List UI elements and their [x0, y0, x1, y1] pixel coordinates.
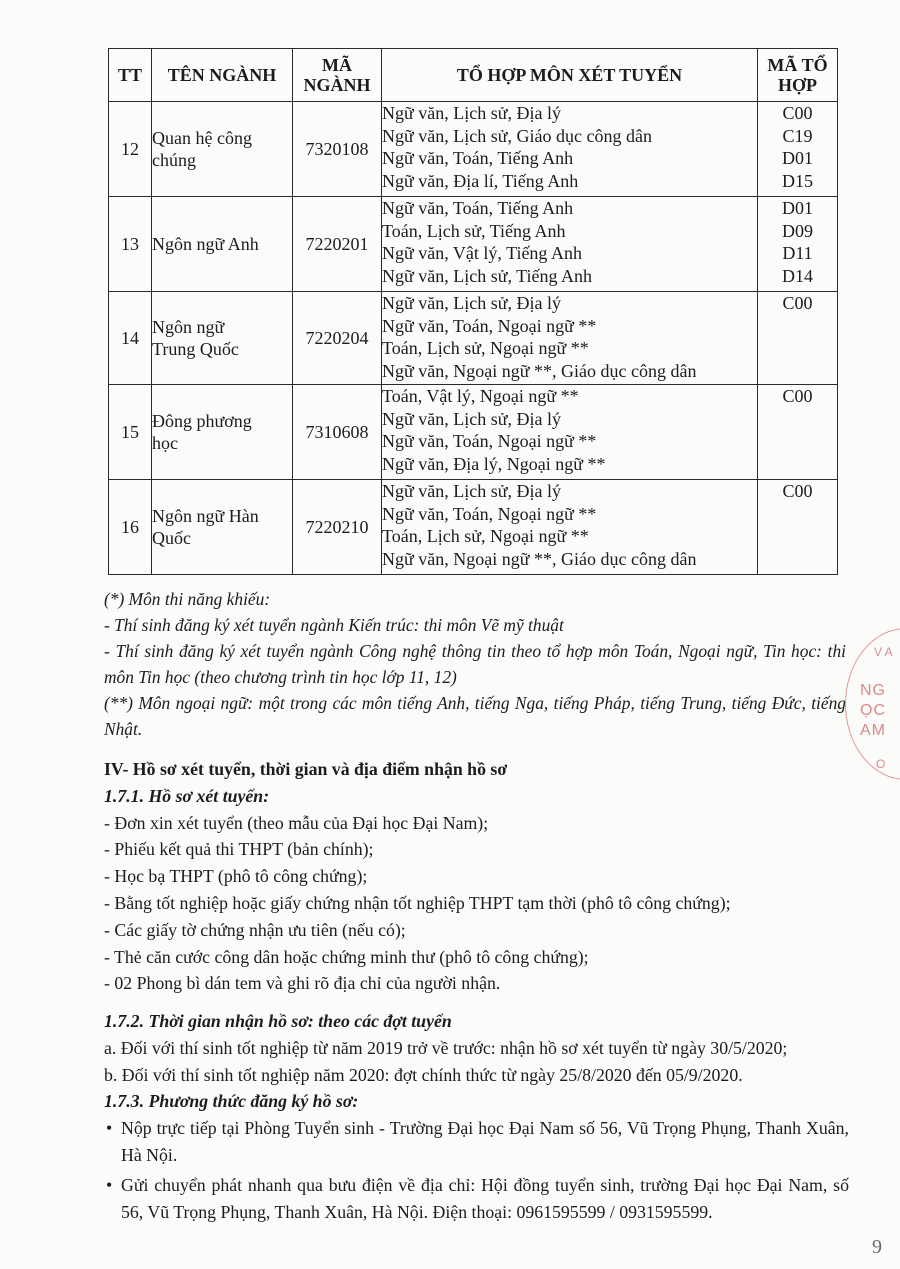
subject-combination: Toán, Lịch sử, Ngoại ngữ **: [382, 338, 589, 359]
document-item: - Học bạ THPT (phô tô công chứng);: [104, 866, 368, 887]
combination-code: C00: [782, 481, 813, 501]
table-row: [109, 385, 838, 480]
table-body: [109, 102, 838, 575]
major-name-line: Quốc: [152, 528, 191, 548]
timeline-item: a. Đối với thí sinh tốt nghiệp từ năm 2019 trở về trước: nhận hồ sơ xét tuyển từ ngày 30/5/2020;: [104, 1037, 788, 1058]
document-item: - Bằng tốt nghiệp hoặc giấy chứng nhận tốt nghiệp THPT tạm thời (phô tô công chứng);: [104, 892, 731, 913]
cell-major-name: [152, 385, 293, 480]
cell-major-name: [152, 197, 293, 292]
note-it: - Thí sinh đăng ký xét tuyển ngành Công nghệ thông tin theo tổ hợp môn Toán, Ngoại ngữ, Tin học: thi môn Tin học (theo chương trình tin học lớp 11, 12): [104, 641, 846, 687]
major-name-line: chúng: [152, 150, 196, 170]
header-tt: TT: [109, 49, 152, 102]
combination-code: C19: [782, 125, 813, 146]
subject-combination: Ngữ văn, Lịch sử, Địa lý: [382, 103, 561, 123]
cell-major-code: 7310608: [293, 385, 382, 480]
major-name-line: Ngôn ngữ Hàn: [152, 506, 259, 526]
cell-subject-combinations: [382, 197, 758, 292]
cell-combination-code: [758, 385, 838, 480]
subsection-1-7-2: [104, 1008, 849, 1228]
combination-code: D01: [782, 198, 813, 218]
stamp-text: ỌC: [860, 702, 886, 719]
subject-combination: Ngữ văn, Toán, Tiếng Anh: [382, 148, 574, 169]
header-major-code: [293, 49, 382, 102]
section-iv: [104, 756, 849, 997]
page-number: 9: [872, 1236, 882, 1258]
combination-code: D14: [782, 265, 813, 286]
header-major-code-line2: NGÀNH: [303, 75, 371, 95]
cell-tt: 16: [109, 480, 152, 575]
header-combination-code: [758, 49, 838, 102]
table-row: [109, 292, 838, 385]
admission-table: [108, 48, 838, 575]
subsection-1-7-2-title: 1.7.2. Thời gian nhận hồ sơ: theo các đợt tuyển: [104, 1011, 452, 1031]
major-name-line: Ngôn ngữ: [152, 317, 225, 337]
combination-code: D15: [782, 170, 813, 191]
table-row: [109, 480, 838, 575]
combination-code: C00: [782, 293, 813, 313]
note-aptitude-title: (*) Môn thi năng khiếu:: [104, 589, 271, 609]
subject-combination: Toán, Lịch sử, Tiếng Anh: [382, 220, 566, 241]
subject-combination: Ngữ văn, Lịch sử, Tiếng Anh: [382, 265, 593, 286]
stamp-text: AM: [860, 722, 886, 739]
subject-combination: Ngữ văn, Ngoại ngữ **, Giáo dục công dân: [382, 548, 697, 569]
cell-tt: 12: [109, 102, 152, 197]
cell-tt: 15: [109, 385, 152, 480]
header-combination-code-line1: MÃ TỔ: [767, 55, 828, 75]
subject-combination: Toán, Vật lý, Ngoại ngữ **: [382, 386, 579, 406]
subject-combination: Ngữ văn, Lịch sử, Địa lý: [382, 481, 561, 501]
timeline-item: b. Đối với thí sinh tốt nghiệp năm 2020: đợt chính thức từ ngày 25/8/2020 đến 05/9/2020.: [104, 1064, 743, 1085]
document-item: - Đơn xin xét tuyển (theo mẫu của Đại học Đại Nam);: [104, 812, 489, 833]
cell-subject-combinations: [382, 480, 758, 575]
subject-combination: Toán, Lịch sử, Ngoại ngữ **: [382, 526, 589, 547]
cell-subject-combinations: [382, 102, 758, 197]
subject-combination: Ngữ văn, Địa lí, Tiếng Anh: [382, 170, 579, 191]
note-foreign-language: (**) Môn ngoại ngữ: một trong các môn tiếng Anh, tiếng Nga, tiếng Pháp, tiếng Trung, tiếng Đức, tiếng Nhật.: [104, 693, 846, 739]
cell-combination-code: [758, 197, 838, 292]
subsection-1-7-3-title: 1.7.3. Phương thức đăng ký hồ sơ:: [104, 1091, 359, 1112]
subsection-1-7-1-title: 1.7.1. Hồ sơ xét tuyển:: [104, 785, 270, 806]
subject-combination: Ngữ văn, Toán, Ngoại ngữ **: [382, 315, 597, 336]
document-item: - 02 Phong bì dán tem và ghi rõ địa chỉ của người nhận.: [104, 973, 501, 994]
table-row: [109, 102, 838, 197]
header-subject-combinations: TỔ HỢP MÔN XÉT TUYỂN: [382, 49, 758, 102]
footnotes: [104, 586, 846, 742]
cell-subject-combinations: [382, 385, 758, 480]
cell-major-code: 7220210: [293, 480, 382, 575]
document-item: - Các giấy tờ chứng nhận ưu tiên (nếu có);: [104, 919, 406, 940]
stamp-mark-bottom: O: [876, 757, 886, 771]
stamp-text: NG: [860, 682, 886, 699]
major-name-line: Đông phương: [152, 411, 252, 431]
red-seal-stamp: [845, 628, 900, 780]
section-iv-title: IV- Hồ sơ xét tuyển, thời gian và địa điểm nhận hồ sơ: [104, 759, 508, 779]
subject-combination: Ngữ văn, Toán, Tiếng Anh: [382, 198, 574, 218]
subject-combination: Ngữ văn, Lịch sử, Giáo dục công dân: [382, 125, 652, 146]
subject-combination: Ngữ văn, Lịch sử, Địa lý: [382, 408, 561, 429]
combination-code: D09: [782, 220, 813, 241]
stamp-mark-top: V A: [874, 645, 893, 659]
combination-code: C00: [782, 103, 813, 123]
note-architecture: - Thí sinh đăng ký xét tuyển ngành Kiến trúc: thi môn Vẽ mỹ thuật: [104, 615, 564, 635]
cell-tt: 14: [109, 292, 152, 385]
registration-methods-list: [104, 1115, 849, 1225]
registration-method-item: • Gửi chuyển phát nhanh qua bưu điện về địa chỉ: Hội đồng tuyển sinh, trường Đại học Đại Nam, số 56, Vũ Trọng Phụng, Thanh Xuân, Hà Nội. Điện thoại: 0961595599 / 0931595599.: [104, 1172, 849, 1226]
cell-major-name: [152, 292, 293, 385]
subject-combination: Ngữ văn, Toán, Ngoại ngữ **: [382, 431, 597, 452]
subject-combination: Ngữ văn, Ngoại ngữ **, Giáo dục công dân: [382, 360, 697, 381]
document-item: - Phiếu kết quả thi THPT (bản chính);: [104, 839, 374, 860]
combination-code: D01: [782, 148, 813, 169]
major-name-line: Trung Quốc: [152, 339, 239, 359]
subject-combination: Ngữ văn, Toán, Ngoại ngữ **: [382, 503, 597, 524]
major-name-line: Ngôn ngữ Anh: [152, 234, 259, 254]
header-major-code-line1: MÃ: [322, 55, 352, 75]
cell-major-code: 7220204: [293, 292, 382, 385]
cell-major-name: [152, 480, 293, 575]
cell-tt: 13: [109, 197, 152, 292]
subject-combination: Ngữ văn, Địa lý, Ngoại ngữ **: [382, 453, 606, 474]
document-item: - Thẻ căn cước công dân hoặc chứng minh thư (phô tô công chứng);: [104, 946, 589, 967]
major-name-line: học: [152, 433, 178, 453]
table-row: [109, 197, 838, 292]
major-name-line: Quan hệ công: [152, 128, 252, 148]
combination-code: C00: [782, 386, 813, 406]
cell-subject-combinations: [382, 292, 758, 385]
cell-major-code: 7320108: [293, 102, 382, 197]
cell-combination-code: [758, 480, 838, 575]
header-combination-code-line2: HỢP: [778, 75, 817, 95]
header-major-name: TÊN NGÀNH: [152, 49, 293, 102]
cell-major-name: [152, 102, 293, 197]
combination-code: D11: [782, 243, 813, 264]
subject-combination: Ngữ văn, Vật lý, Tiếng Anh: [382, 243, 582, 264]
cell-major-code: 7220201: [293, 197, 382, 292]
registration-method-item: • Nộp trực tiếp tại Phòng Tuyển sinh - Trường Đại học Đại Nam số 56, Vũ Trọng Phụng, Thanh Xuân, Hà Nội.: [104, 1115, 849, 1169]
table-header-row: [109, 49, 838, 102]
subject-combination: Ngữ văn, Lịch sử, Địa lý: [382, 293, 561, 313]
cell-combination-code: [758, 102, 838, 197]
cell-combination-code: [758, 292, 838, 385]
